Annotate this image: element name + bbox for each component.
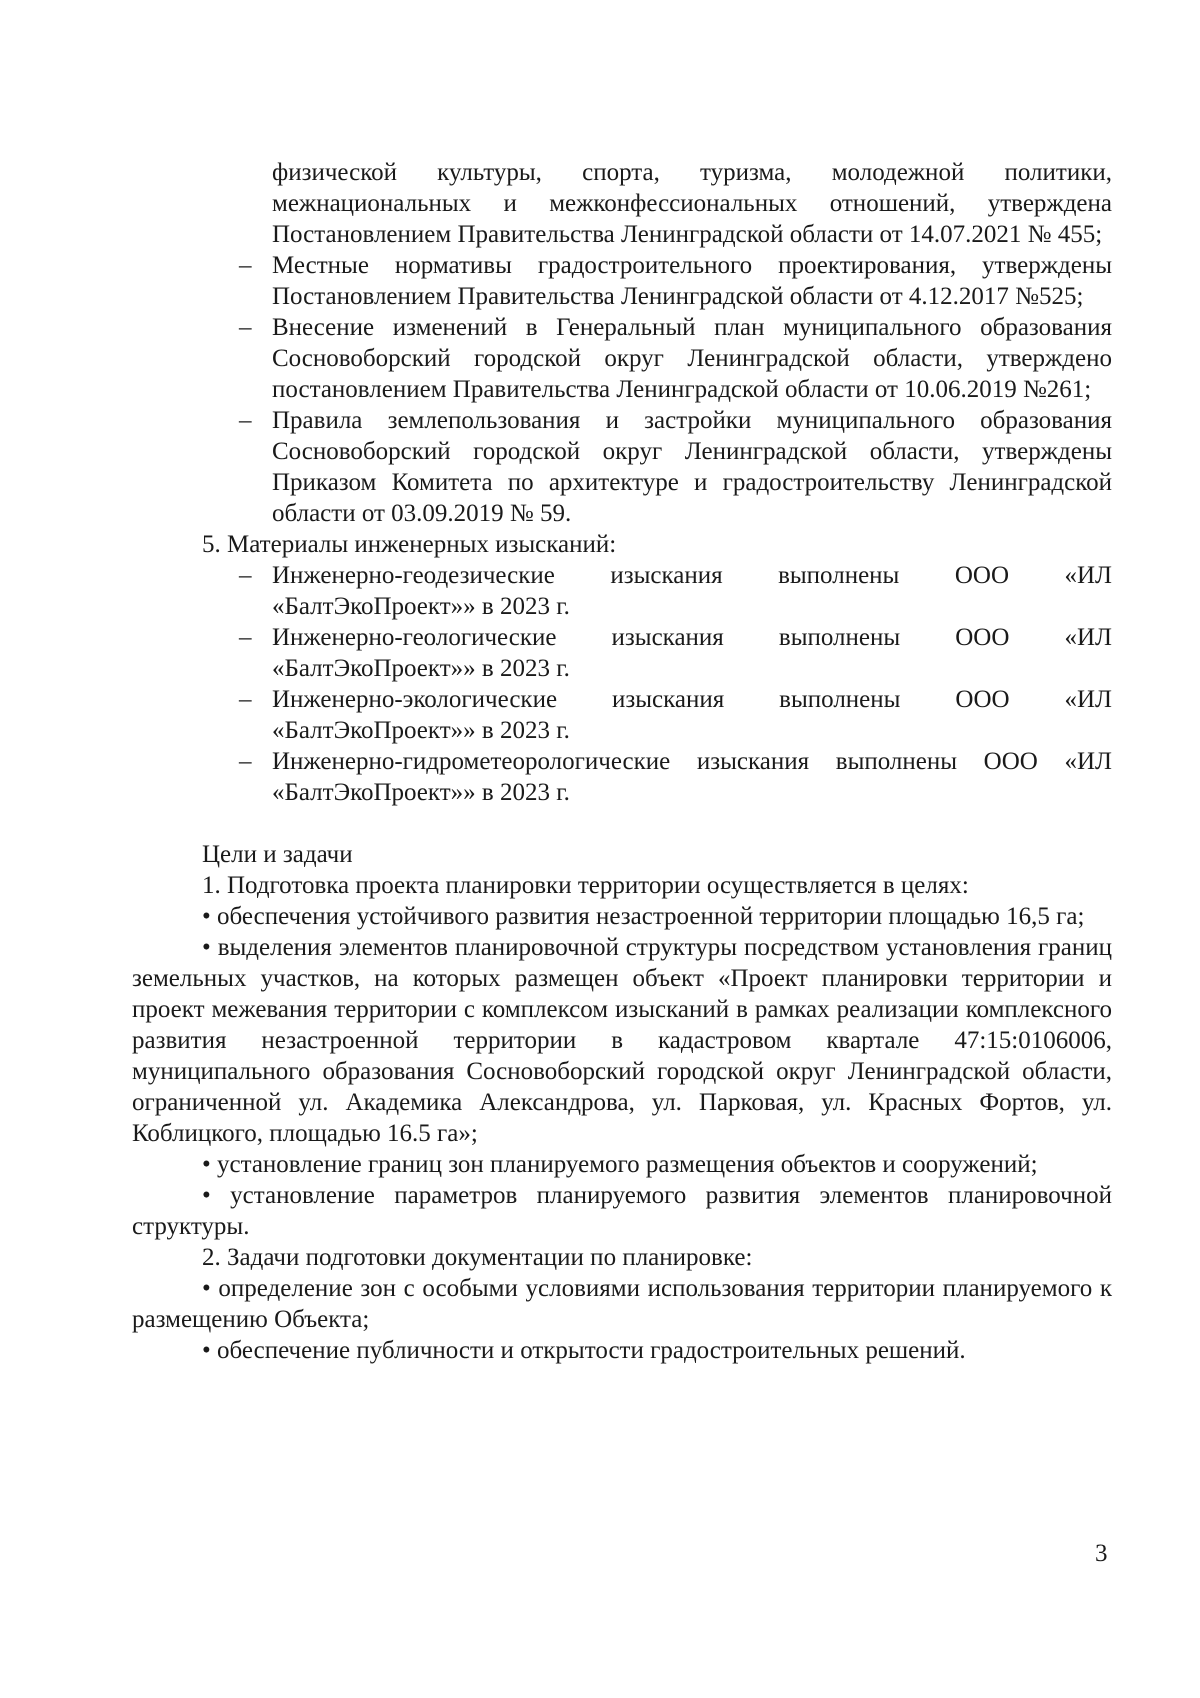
list-item xyxy=(132,622,1112,684)
dash-marker: – xyxy=(239,624,252,651)
dash-marker: – xyxy=(239,562,252,589)
dash-marker: – xyxy=(239,314,252,341)
list-item-text: Инженерно-геодезические изыскания выполнены ООО «ИЛ «БалтЭкоПроект»» в 2023 г. xyxy=(272,562,1112,620)
list-item xyxy=(132,684,1112,746)
goals-point-2: 2. Задачи подготовки документации по планировке: xyxy=(202,1244,753,1271)
list-item-text: Внесение изменений в Генеральный план муниципального образования Сосновоборский городской округ Ленинградской области, утверждено постановлением Правительства Ленинградской области от 10.06.2019 №261; xyxy=(272,314,1112,403)
list-item-text: Инженерно-геологические изыскания выполнены ООО «ИЛ «БалтЭкоПроект»» в 2023 г. xyxy=(272,624,1112,682)
tasks-bullet: • определение зон с особыми условиями использования территории планируемого к размещению Объекта; xyxy=(132,1275,1112,1333)
list-item xyxy=(132,405,1112,529)
document-body xyxy=(132,157,1112,1366)
dash-marker: – xyxy=(239,748,252,775)
section-heading: 5. Материалы инженерных изысканий: xyxy=(202,531,617,558)
list-item xyxy=(132,560,1112,622)
list-item-text: Инженерно-экологические изыскания выполнены ООО «ИЛ «БалтЭкоПроект»» в 2023 г. xyxy=(272,686,1112,744)
list-item-text: Местные нормативы градостроительного проектирования, утверждены Постановлением Правительства Ленинградской области от 4.12.2017 №525; xyxy=(272,252,1112,310)
goals-bullet: • выделения элементов планировочной структуры посредством установления границ земельных участков, на которых размещен объект «Проект планировки территории и проект межевания территории с комплексом изысканий в рамках реализации комплексного развития незастроенной территории в кадастровом квартале 47:15:0106006, муниципального образования Сосновоборский городской округ Ленинградской области, ограниченной ул. Академика Александрова, ул. Парковая, ул. Красных Фортов, ул. Коблицкого, площадью 16.5 га»; xyxy=(132,934,1112,1147)
list-item-text: Правила землепользования и застройки муниципального образования Сосновоборский городской округ Ленинградской области, утверждены Приказом Комитета по архитектуре и градостроительству Ленинградской области от 03.09.2019 № 59. xyxy=(272,407,1112,527)
dash-marker: – xyxy=(239,407,252,434)
dash-marker: – xyxy=(239,686,252,713)
goals-bullet: • обеспечения устойчивого развития незастроенной территории площадью 16,5 га; xyxy=(202,903,1085,930)
tasks-bullet: • обеспечение публичности и открытости градостроительных решений. xyxy=(202,1337,966,1364)
list-item xyxy=(132,312,1112,405)
goals-heading: Цели и задачи xyxy=(202,841,353,868)
dash-marker: – xyxy=(239,252,252,279)
list-item xyxy=(132,250,1112,312)
list-item xyxy=(132,746,1112,808)
page-number: 3 xyxy=(1095,1540,1108,1567)
goals-bullet: • установление параметров планируемого развития элементов планировочной структуры. xyxy=(132,1182,1112,1240)
list-continuation: физической культуры, спорта, туризма, молодежной политики, межнациональных и межконфессиональных отношений, утверждена Постановлением Правительства Ленинградской области от 14.07.2021 № 455; xyxy=(272,159,1112,248)
goals-point-1: 1. Подготовка проекта планировки территории осуществляется в целях: xyxy=(202,872,969,899)
list-item-text: Инженерно-гидрометеорологические изыскания выполнены ООО «ИЛ «БалтЭкоПроект»» в 2023 г. xyxy=(272,748,1112,806)
goals-bullet: • установление границ зон планируемого размещения объектов и сооружений; xyxy=(202,1151,1038,1178)
blank-line xyxy=(132,808,1112,839)
